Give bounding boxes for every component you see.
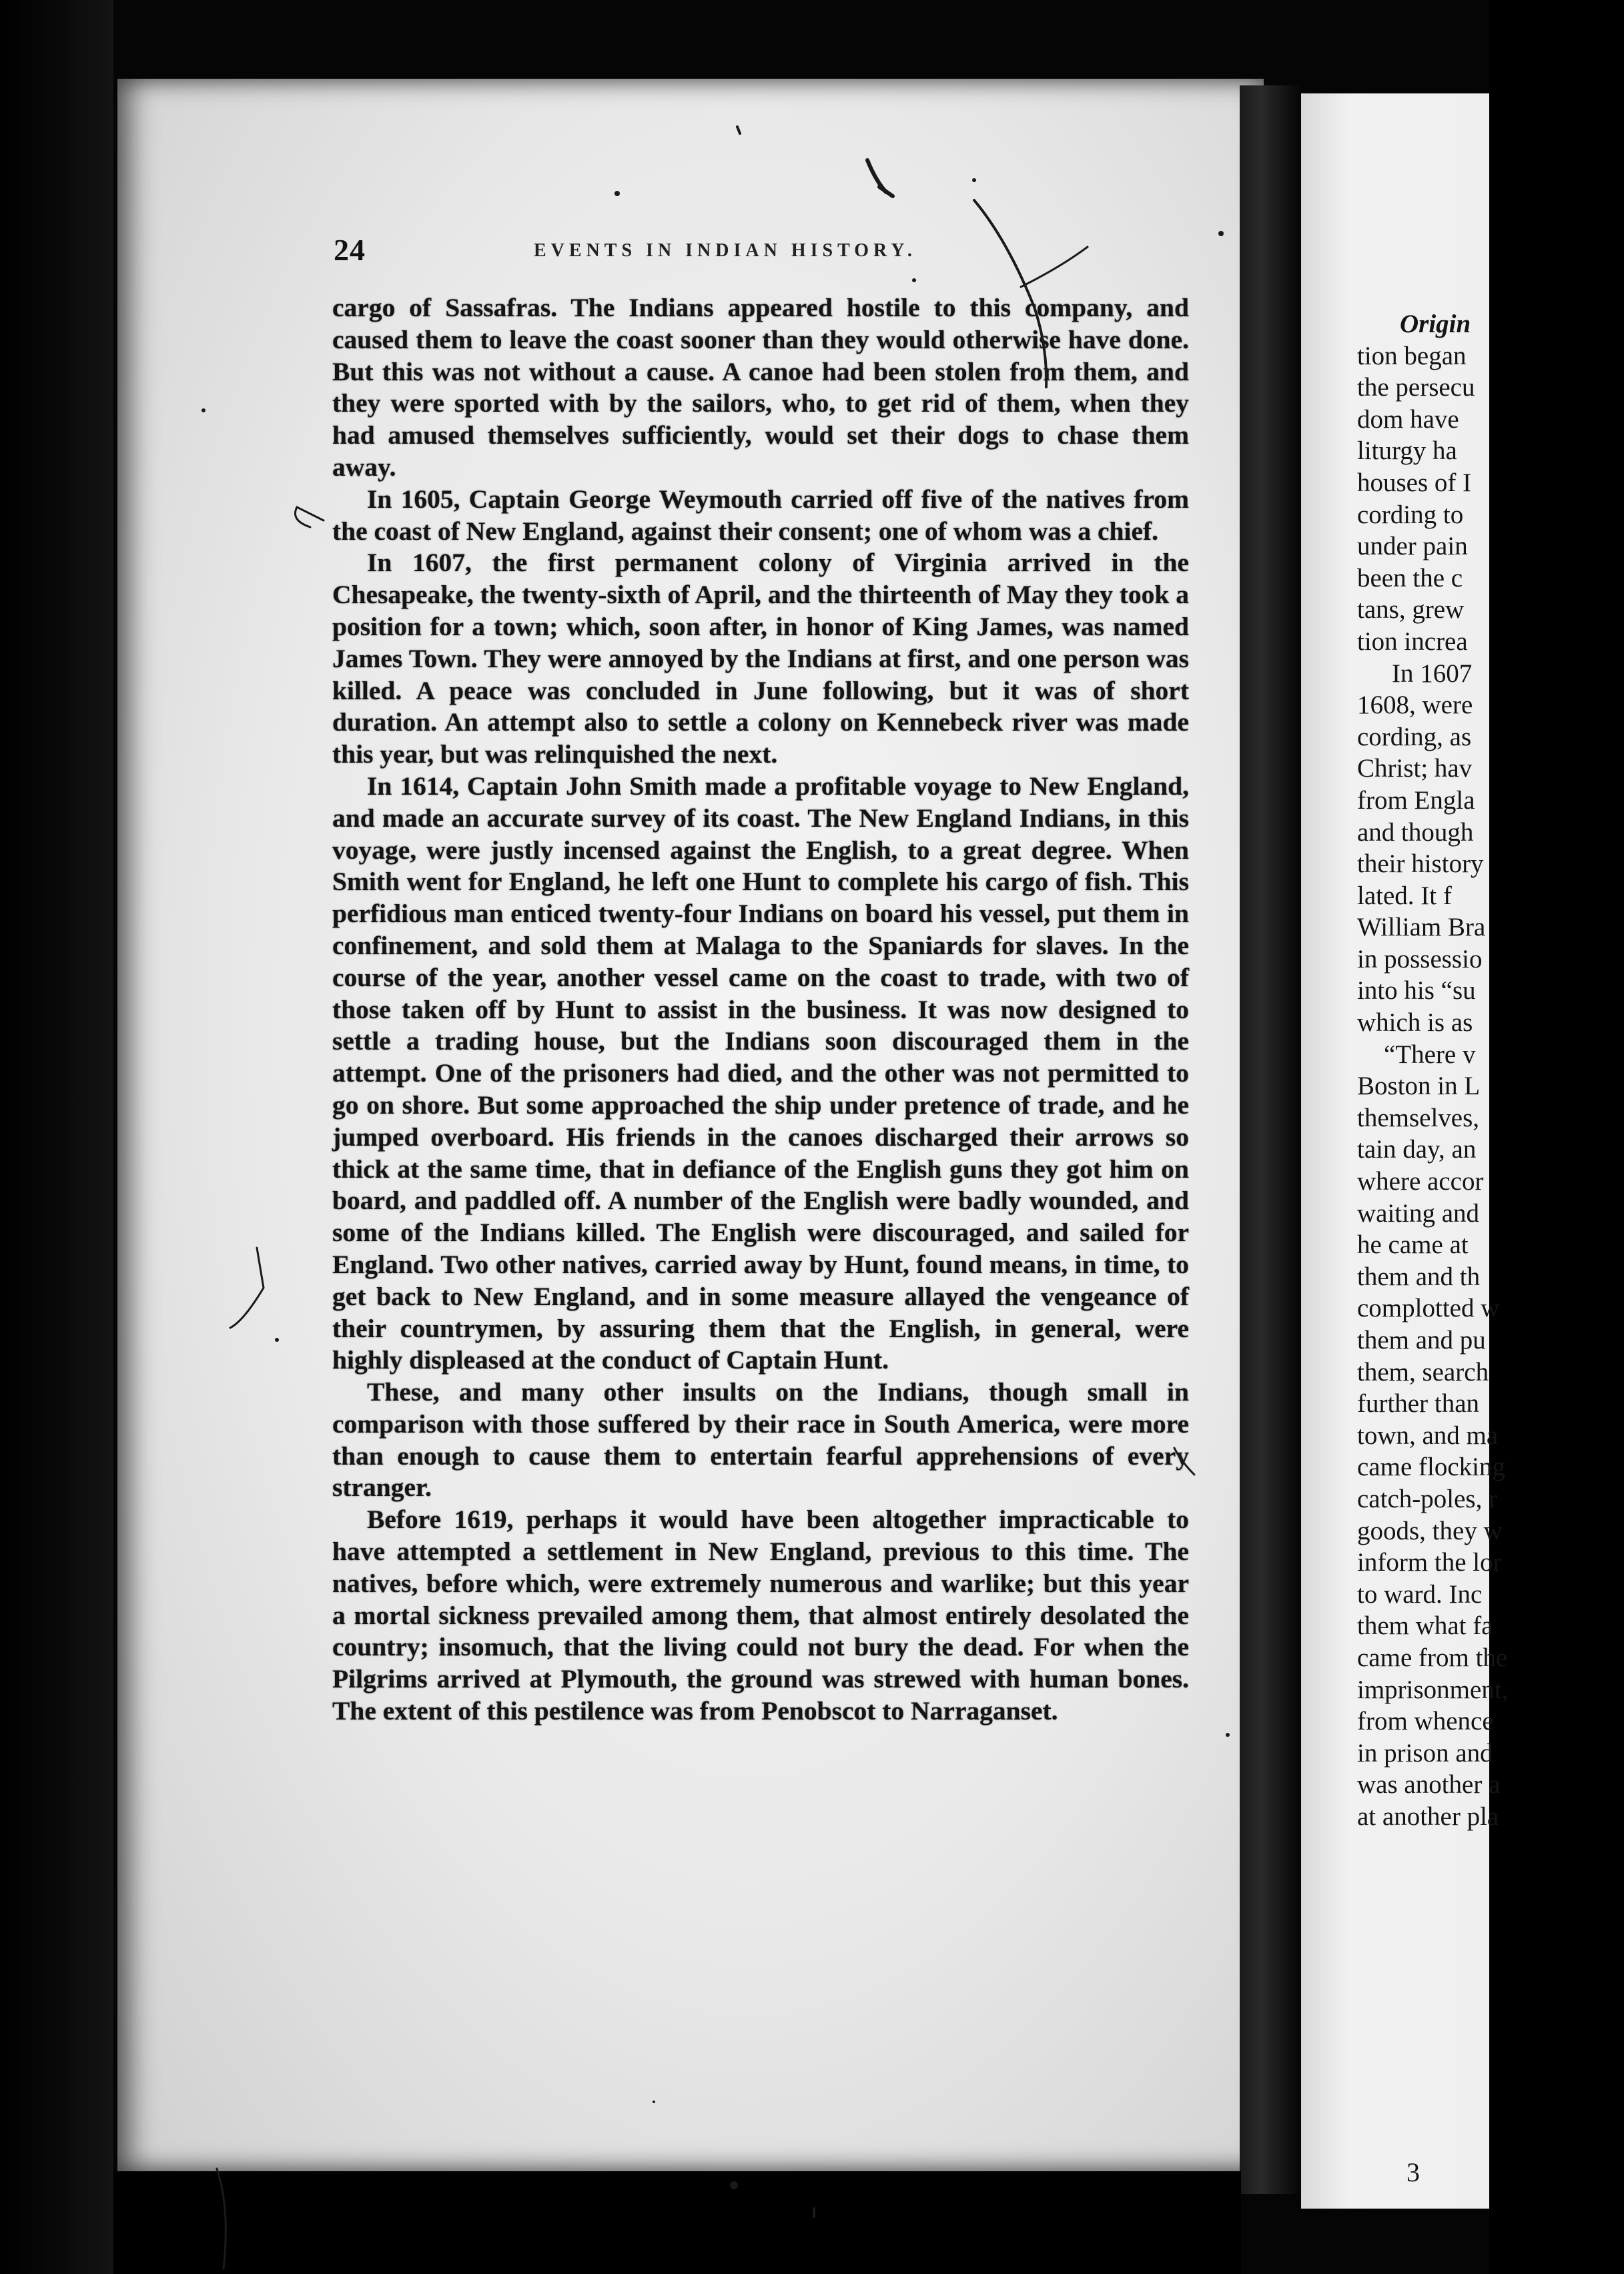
page-number: 24 [334, 233, 366, 267]
right-page-heading: Origin [1400, 310, 1471, 338]
right-page-line: from whence [1357, 1707, 1494, 1736]
paragraph: In 1607, the first permanent colony of Virginia arrived in the Chesapeake, the twenty-sixth of April, and the thirteenth of May they took a position for a town; which, soon after, in honor of King James, was named James Town. They were annoyed by the Indians at first, and one person was killed. A peace was concluded in June following, but it was of short duration. An attempt also to settle a colony on Kennebeck river was made this year, but was relinquished the next. [332, 548, 1189, 769]
right-page-line: Christ; hav [1357, 754, 1473, 783]
right-page-line: tain day, an [1357, 1135, 1477, 1164]
right-page-line: cording to [1357, 500, 1464, 529]
right-page-line: tion began [1357, 341, 1467, 370]
right-page-line: the persecu [1357, 373, 1475, 402]
right-page-line: 1608, were [1357, 691, 1473, 720]
right-page-line: where accor [1357, 1167, 1484, 1196]
right-page-line: William Bra [1357, 913, 1486, 942]
paragraph: In 1605, Captain George Weymouth carried off five of the natives from the coast of New England, against their consent; one of whom was a chief. [332, 484, 1189, 546]
right-page-line: been the c [1357, 563, 1463, 593]
right-page-line: them and pu [1357, 1326, 1486, 1355]
right-page-line: was another a [1357, 1770, 1501, 1800]
right-page-line: at another pla [1357, 1802, 1499, 1831]
paragraph: Before 1619, perhaps it would have been altogether impracticable to have attempted a settlement in New England, previous to this time. The natives, before which, were extremely numerous and warlike; but this year a mortal sickness prevailed among them, that almost entirely desolated the country; insomuch, that the living could not bury the dead. For when the Pilgrims arrived at Plymouth, the ground was strewed with human bones. The extent of this pestilence was from Penobscot to Narraganset. [332, 1505, 1189, 1726]
right-page-line: In 1607 [1392, 659, 1473, 688]
right-page-line: themselves, [1357, 1103, 1480, 1132]
right-page-line: houses of I [1357, 468, 1472, 497]
right-page-line: into his “su [1357, 976, 1476, 1006]
paragraph: These, and many other insults on the Indians, though small in comparison with those suffered by their race in South America, were more than enough to cause them to entertain fearful apprehensions of every stranger. [332, 1377, 1189, 1503]
right-page-line: cording, as [1357, 722, 1472, 751]
right-page-line: inform the lor [1357, 1548, 1502, 1577]
right-page-line: Boston in L [1357, 1072, 1481, 1101]
right-page-line: them and th [1357, 1262, 1481, 1291]
running-head: EVENTS IN INDIAN HISTORY. [534, 240, 917, 261]
right-page-line: their history [1357, 849, 1484, 879]
right-page-line: to ward. Inc [1357, 1579, 1483, 1609]
right-page-line: complotted w [1357, 1294, 1500, 1323]
right-page-line: came from the [1357, 1643, 1508, 1672]
right-page-line: came flocking [1357, 1453, 1505, 1482]
right-page-line: he came at [1357, 1230, 1469, 1260]
right-page-line: further than [1357, 1389, 1480, 1419]
right-page-line: tion increa [1357, 627, 1468, 656]
right-page-line: under pain [1357, 532, 1468, 561]
right-page-line: them, search [1357, 1357, 1489, 1387]
right-page-line: from Engla [1357, 785, 1475, 815]
right-page-line: waiting and [1357, 1198, 1480, 1228]
right-page-line: liturgy ha [1357, 436, 1457, 466]
right-page-line: catch-poles, r [1357, 1484, 1498, 1513]
right-page-line: imprisonment, [1357, 1675, 1509, 1704]
right-page-line: lated. It f [1357, 881, 1452, 910]
right-page-line: goods, they w [1357, 1516, 1503, 1545]
right-page-line: and though [1357, 817, 1474, 847]
right-page-line: town, and ma [1357, 1421, 1499, 1450]
right-page-line: in possessio [1357, 944, 1483, 974]
right-page-line: them what fa [1357, 1611, 1493, 1641]
right-page-line: “There v [1384, 1040, 1476, 1069]
right-page-line: in prison and [1357, 1738, 1493, 1768]
paragraph: In 1614, Captain John Smith made a profitable voyage to New England, and made an accurate survey of its coast. The New England Indians, in this voyage, were justly incensed against the English, to a great degree. When Smith went for England, he left one Hunt to complete his cargo of fish. This perfidious man enticed twenty-four Indians on board his vessel, put them in confinement, and sold them at Malaga to the Spaniards for slaves. In the course of the year, another vessel came on the coast to trade, with two of those taken off by Hunt to assist in the business. It was now designed to settle a trading house, but the Indians soon discouraged them in the attempt. One of the prisoners had died, and the other was not permitted to go on shore. But some approached the ship under pretence of trade, and he jumped overboard. His friends in the canoes discharged their arrows so thick at the same time, that in defiance of the English guns they got him on board, and paddled off. A number of the English were badly wounded, and some of the Indians killed. The English were discouraged, and sailed for England. Two other natives, carried away by Hunt, found means, in time, to get back to New England, and in some measure allayed the vengeance of their countrymen, by assuring them that the English, in general, were highly displeased at the conduct of Captain Hunt. [332, 771, 1189, 1375]
paragraph: cargo of Sassafras. The Indians appeared hostile to this company, and caused them to leave the coast sooner than they would otherwise have done. But this was not without a cause. A canoe had been stolen from them, and they were sported with by the sailors, who, to get rid of them, when they had amused themselves sufficiently, would set their dogs to chase them away. [332, 293, 1189, 482]
right-page-signature: 3 [1406, 2157, 1420, 2187]
right-page-line: which is as [1357, 1008, 1473, 1038]
right-page-line: dom have [1357, 404, 1459, 434]
right-page-line: tans, grew [1357, 595, 1465, 625]
